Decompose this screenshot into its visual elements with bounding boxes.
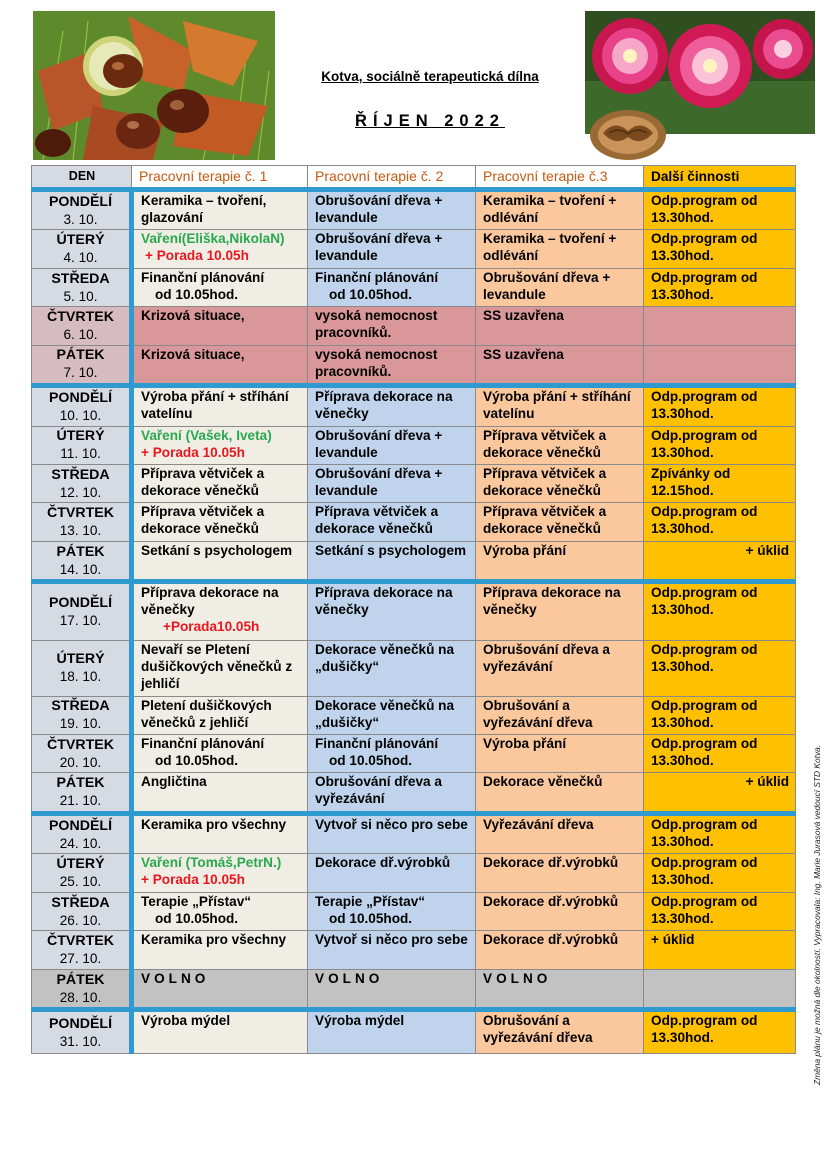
table-row [32, 696, 796, 734]
therapy-3-cell: SS uzavřena [476, 307, 644, 345]
day-cell [32, 230, 132, 268]
chestnuts-photo [33, 11, 275, 160]
other-cell [644, 541, 796, 582]
therapy-1-cell [132, 854, 308, 892]
day-name: ČTVRTEK [47, 505, 114, 522]
therapy-2-cell [308, 735, 476, 773]
walnut-photo [585, 103, 671, 165]
day-date: 4. 10. [63, 250, 98, 266]
cell-line: od 10.05hod. [155, 910, 239, 926]
cell-line: Finanční plánování [141, 736, 265, 752]
day-name: PONDĚLÍ [48, 193, 113, 210]
day-date: 3. 10. [63, 211, 98, 227]
therapy-3-cell: VOLNO [476, 969, 644, 1010]
cell-line: od 10.05hod. [155, 286, 239, 302]
other-cell [644, 773, 796, 814]
organization-name: Kotva, sociálně terapeutická dílna [321, 69, 539, 84]
therapy-1-cell [132, 735, 308, 773]
cooking-note: Vaření (Tomáš,PetrN.) [141, 855, 282, 871]
therapy-2-cell: Příprava dekorace na věnečky [308, 582, 476, 640]
day-name: STŘEDA [51, 894, 110, 911]
therapy-1-cell [132, 892, 308, 930]
therapy-1-cell: Keramika – tvoření, glazování [132, 189, 308, 230]
therapy-3-cell: Příprava větviček a dekorace věnečků [476, 465, 644, 503]
day-cell [32, 1010, 132, 1054]
therapy-1-cell: Setkání s psychologem [132, 541, 308, 582]
day-date: 25. 10. [59, 874, 102, 890]
cooking-note: Vaření(Eliška,NikolaN) [141, 231, 285, 247]
cooking-note: Vaření (Vašek, Iveta) [141, 427, 272, 443]
other-cell: Odp.program od 13.30hod. [644, 268, 796, 306]
day-date: 20. 10. [59, 754, 102, 770]
table-row [32, 541, 796, 582]
therapy-3-cell: Příprava větviček a dekorace věnečků [476, 503, 644, 541]
day-cell [32, 696, 132, 734]
therapy-2-cell: Příprava dekorace na věnečky [308, 386, 476, 427]
day-date: 24. 10. [59, 835, 102, 851]
table-row [32, 386, 796, 427]
header-therapy-1: Pracovní terapie č. 1 [132, 166, 308, 190]
cell-line: Terapie „Přístav“ [141, 893, 252, 909]
therapy-1-cell: Nevaří se Pletení dušičkových věnečků z jehličí [132, 640, 308, 696]
day-name: PONDĚLÍ [48, 817, 113, 834]
day-cell [32, 307, 132, 345]
other-cell [644, 345, 796, 386]
day-cell [32, 503, 132, 541]
therapy-2-cell: Setkání s psychologem [308, 541, 476, 582]
therapy-2-cell: vysoká nemocnost pracovníků. [308, 345, 476, 386]
therapy-1-cell: Krizová situace, [132, 307, 308, 345]
table-row [32, 230, 796, 268]
therapy-2-cell: Obrušování dřeva a vyřezávání [308, 773, 476, 814]
therapy-2-cell: Příprava větviček a dekorace věnečků [308, 503, 476, 541]
other-cell [644, 307, 796, 345]
day-cell [32, 854, 132, 892]
table-row [32, 640, 796, 696]
therapy-2-cell: VOLNO [308, 969, 476, 1010]
day-date: 6. 10. [63, 326, 98, 342]
other-cell: Odp.program od 13.30hod. [644, 854, 796, 892]
cell-line: Terapie „Přístav“ [315, 893, 426, 909]
day-cell [32, 426, 132, 464]
therapy-3-cell: Příprava větviček a dekorace věnečků [476, 426, 644, 464]
therapy-1-cell [132, 426, 308, 464]
therapy-2-cell: Vytvoř si něco pro sebe [308, 813, 476, 854]
meeting-note: + Porada 10.05h [141, 872, 245, 888]
therapy-3-cell: Dekorace dř.výrobků [476, 931, 644, 969]
meeting-note: + Porada 10.05h [145, 248, 249, 264]
day-cell [32, 773, 132, 814]
day-name: PÁTEK [56, 543, 105, 560]
header-therapy-3: Pracovní terapie č.3 [476, 166, 644, 190]
day-cell [32, 345, 132, 386]
therapy-1-cell: Angličtina [132, 773, 308, 814]
cell-line: Finanční plánování [315, 736, 439, 752]
cell-line: od 10.05hod. [329, 753, 413, 769]
therapy-3-cell: Výroba přání + stříhání vatelínu [476, 386, 644, 427]
day-name: ČTVRTEK [47, 308, 114, 325]
day-cell [32, 465, 132, 503]
day-date: 19. 10. [59, 716, 102, 732]
day-date: 26. 10. [59, 912, 102, 928]
other-cell: Odp.program od 13.30hod. [644, 189, 796, 230]
therapy-1-cell: Keramika pro všechny [132, 813, 308, 854]
therapy-1-cell: Příprava větviček a dekorace věnečků [132, 503, 308, 541]
therapy-3-cell: Dekorace dř.výrobků [476, 892, 644, 930]
table-row [32, 854, 796, 892]
therapy-3-cell: Obrušování a vyřezávání dřeva [476, 1010, 644, 1054]
therapy-2-cell: Obrušování dřeva + levandule [308, 426, 476, 464]
therapy-2-cell: Dekorace věnečků na „dušičky“ [308, 640, 476, 696]
cell-line: Příprava dekorace na věnečky [141, 585, 279, 618]
day-date: 5. 10. [63, 288, 98, 304]
day-date: 12. 10. [59, 484, 102, 500]
day-cell [32, 189, 132, 230]
therapy-2-cell: Obrušování dřeva + levandule [308, 230, 476, 268]
therapy-1-cell [132, 230, 308, 268]
therapy-1-cell: Keramika pro všechny [132, 931, 308, 969]
day-cell [32, 582, 132, 640]
therapy-1-cell: VOLNO [132, 969, 308, 1010]
therapy-2-cell: Obrušování dřeva + levandule [308, 465, 476, 503]
day-name: STŘEDA [51, 466, 110, 483]
other-cell: Odp.program od 13.30hod. [644, 735, 796, 773]
table-row [32, 1010, 796, 1054]
day-cell [32, 813, 132, 854]
therapy-2-cell: Dekorace dř.výrobků [308, 854, 476, 892]
therapy-2-cell: Dekorace věnečků na „dušičky“ [308, 696, 476, 734]
table-row [32, 189, 796, 230]
therapy-3-cell: Dekorace dř.výrobků [476, 854, 644, 892]
cell-line: Finanční plánování [315, 269, 439, 285]
table-row [32, 465, 796, 503]
side-note: Změna plánu je možná dle okolností. Vypracovala: Ing. Marie Jurasová vedoucí STD Kotva. [812, 744, 822, 1085]
day-cell [32, 969, 132, 1010]
therapy-3-cell: Obrušování a vyřezávání dřeva [476, 696, 644, 734]
header-other: Další činnosti [644, 166, 796, 190]
day-cell [32, 892, 132, 930]
therapy-3-cell: Výroba přání [476, 541, 644, 582]
therapy-2-cell [308, 268, 476, 306]
therapy-1-cell [132, 582, 308, 640]
therapy-1-cell: Výroba přání + stříhání vatelínu [132, 386, 308, 427]
day-name: ÚTERÝ [56, 232, 105, 249]
table-row [32, 931, 796, 969]
table-row [32, 969, 796, 1010]
header-day: DEN [32, 166, 132, 190]
other-cell: Odp.program od 13.30hod. [644, 426, 796, 464]
other-cell: Odp.program od 13.30hod. [644, 582, 796, 640]
therapy-2-cell [308, 892, 476, 930]
day-cell [32, 735, 132, 773]
day-name: PONDĚLÍ [48, 594, 113, 611]
therapy-3-cell: SS uzavřena [476, 345, 644, 386]
other-cell: Odp.program od 13.30hod. [644, 1010, 796, 1054]
other-cell: Odp.program od 13.30hod. [644, 813, 796, 854]
therapy-2-cell: Obrušování dřeva + levandule [308, 189, 476, 230]
day-name: PÁTEK [56, 347, 105, 364]
table-row [32, 307, 796, 345]
day-date: 21. 10. [59, 793, 102, 809]
table-row [32, 813, 796, 854]
therapy-3-cell: Výroba přání [476, 735, 644, 773]
month-title: ŘÍJEN 2022 [355, 112, 505, 130]
other-cell: + úklid [644, 931, 796, 969]
therapy-1-cell: Krizová situace, [132, 345, 308, 386]
day-name: PONDĚLÍ [48, 1015, 113, 1032]
therapy-1-cell: Pletení dušičkových věnečků z jehličí [132, 696, 308, 734]
table-row [32, 426, 796, 464]
day-date: 28. 10. [59, 989, 102, 1005]
therapy-1-cell: Příprava větviček a dekorace věnečků [132, 465, 308, 503]
cell-line: od 10.05hod. [155, 753, 239, 769]
table-header-row [32, 166, 796, 190]
day-name: ÚTERÝ [56, 651, 105, 668]
table-row [32, 582, 796, 640]
therapy-1-cell: Výroba mýdel [132, 1010, 308, 1054]
day-name: ÚTERÝ [56, 428, 105, 445]
therapy-2-cell: Vytvoř si něco pro sebe [308, 931, 476, 969]
therapy-3-cell: Dekorace věnečků [476, 773, 644, 814]
therapy-1-cell [132, 268, 308, 306]
table-row [32, 503, 796, 541]
therapy-3-cell: Keramika – tvoření + odlévání [476, 189, 644, 230]
therapy-2-cell: Výroba mýdel [308, 1010, 476, 1054]
therapy-3-cell: Příprava dekorace na věnečky [476, 582, 644, 640]
schedule-table [31, 165, 796, 1054]
other-cell: Odp.program od 13.30hod. [644, 640, 796, 696]
day-date: 17. 10. [59, 612, 102, 628]
day-name: PÁTEK [56, 775, 105, 792]
therapy-3-cell: Keramika – tvoření + odlévání [476, 230, 644, 268]
cell-line: od 10.05hod. [329, 286, 413, 302]
day-date: 31. 10. [59, 1033, 102, 1049]
cleanup-note: + úklid [745, 542, 789, 558]
other-cell: Odp.program od 13.30hod. [644, 503, 796, 541]
day-date: 11. 10. [60, 446, 101, 462]
day-date: 27. 10. [59, 951, 102, 967]
day-cell [32, 541, 132, 582]
other-cell: Odp.program od 13.30hod. [644, 892, 796, 930]
meeting-note: +Porada10.05h [163, 619, 260, 635]
day-date: 13. 10. [59, 523, 102, 539]
day-cell [32, 640, 132, 696]
cell-line: Finanční plánování [141, 269, 265, 285]
table-row [32, 892, 796, 930]
day-name: PONDĚLÍ [48, 389, 113, 406]
day-cell [32, 931, 132, 969]
day-name: ČTVRTEK [47, 933, 114, 950]
day-name: ČTVRTEK [47, 736, 114, 753]
other-cell: Odp.program od 13.30hod. [644, 696, 796, 734]
table-row [32, 268, 796, 306]
day-name: STŘEDA [51, 698, 110, 715]
table-row [32, 345, 796, 386]
other-cell [644, 969, 796, 1010]
meeting-note: + Porada 10.05h [141, 444, 245, 460]
day-cell [32, 386, 132, 427]
day-name: ÚTERÝ [56, 856, 105, 873]
table-row [32, 773, 796, 814]
other-cell: Odp.program od 13.30hod. [644, 230, 796, 268]
day-cell [32, 268, 132, 306]
other-cell: Zpívánky od 12.15hod. [644, 465, 796, 503]
therapy-3-cell: Obrušování dřeva a vyřezávání [476, 640, 644, 696]
day-name: PÁTEK [56, 971, 105, 988]
day-date: 14. 10. [59, 561, 102, 577]
header-therapy-2: Pracovní terapie č. 2 [308, 166, 476, 190]
day-date: 7. 10. [63, 365, 98, 381]
day-name: STŘEDA [51, 270, 110, 287]
day-date: 10. 10. [59, 407, 102, 423]
other-cell: Odp.program od 13.30hod. [644, 386, 796, 427]
therapy-3-cell: Obrušování dřeva + levandule [476, 268, 644, 306]
table-row [32, 735, 796, 773]
therapy-2-cell: vysoká nemocnost pracovníků. [308, 307, 476, 345]
therapy-3-cell: Vyřezávání dřeva [476, 813, 644, 854]
day-date: 18. 10. [59, 669, 102, 685]
cell-line: od 10.05hod. [329, 910, 413, 926]
cleanup-note: + úklid [745, 774, 789, 790]
